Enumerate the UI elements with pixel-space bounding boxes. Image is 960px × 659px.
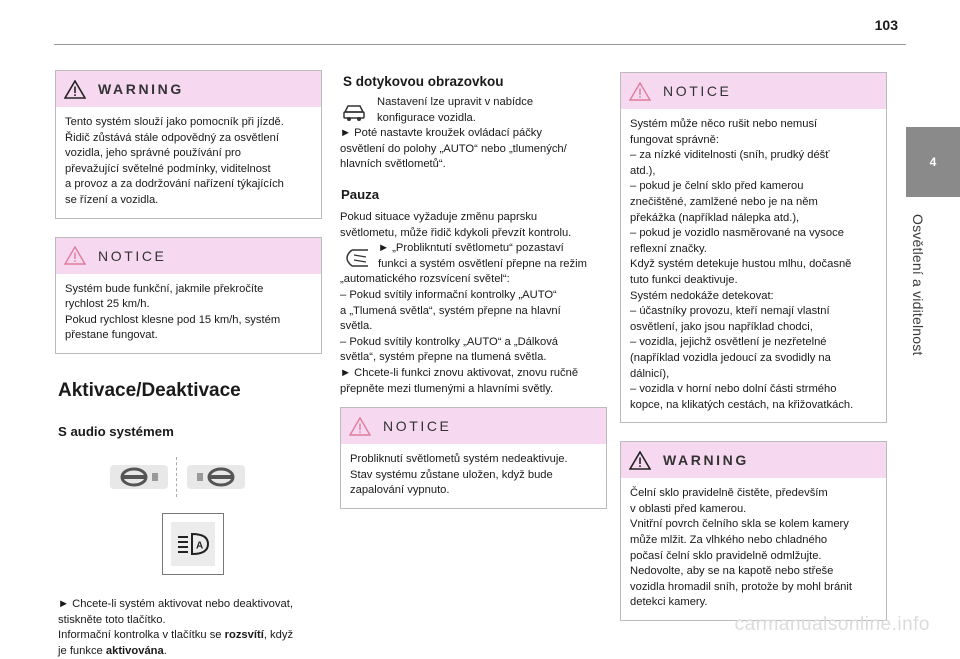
- subsection-heading: S audio systémem: [58, 423, 174, 439]
- header-rule: [54, 44, 906, 45]
- pause-details: [340, 272, 607, 397]
- text-line: – vozidla v horní nebo dolní části strmého: [630, 383, 837, 396]
- chapter-tab: [906, 127, 960, 197]
- text-span: , když: [263, 629, 294, 642]
- warning-header: [621, 442, 886, 478]
- divider: [176, 457, 179, 497]
- activation-instructions: [58, 597, 322, 659]
- bold-term: rozsvítí: [224, 629, 264, 642]
- text-line: Stav systému zůstane uložen, když bude: [350, 468, 553, 481]
- column-3: [620, 72, 887, 639]
- text-line: Pokud rychlost klesne pod 15 km/h, systém: [65, 313, 281, 326]
- warning-text: [56, 107, 321, 218]
- notice-text: [341, 444, 606, 508]
- section-heading: Aktivace/Deaktivace: [58, 379, 241, 401]
- text-line: atd.),: [630, 164, 656, 177]
- warning-triangle-icon: [64, 80, 86, 99]
- text-line: Pokud situace vyžaduje změnu paprsku: [340, 210, 538, 223]
- column-2: [340, 74, 607, 527]
- text-line: ► Poté nastavte kroužek ovládací páčky: [340, 127, 542, 140]
- text-line: v oblasti před kamerou.: [630, 502, 747, 515]
- text-line: osvětlení, jako jsou například chodci,: [630, 320, 813, 333]
- text-span: je funkce: [58, 644, 106, 657]
- warning-label: WARNING: [98, 81, 184, 97]
- touchscreen-heading: S dotykovou obrazovkou: [343, 74, 504, 89]
- text-line: znečištěné, zamlžené nebo je na něm: [630, 195, 818, 208]
- notice-header: [56, 238, 321, 274]
- text-line: se řízení a vozidla.: [65, 193, 159, 206]
- flash-note: [340, 241, 607, 272]
- text-line: Probliknutí světlometů systém nedeaktivuje.: [350, 453, 568, 466]
- notice-box: [340, 407, 607, 509]
- text-line: fungovat správně:: [630, 133, 719, 146]
- svg-text:A: A: [196, 540, 204, 552]
- text-line: Nedovolte, aby se na kapotě nebo střeše: [630, 565, 834, 578]
- notice-label: NOTICE: [663, 83, 732, 99]
- text-line: Tento systém slouží jako pomocník při jízdě.: [65, 116, 284, 128]
- text-line: zapalování vypnuto.: [350, 484, 450, 497]
- text-line: tuto funkci deaktivuje.: [630, 273, 738, 286]
- text-line: může mlžit. Za vlhkého nebo chladného: [630, 534, 828, 547]
- notice-triangle-icon: [64, 246, 86, 265]
- indicator-line-1: [58, 628, 322, 644]
- bold-term: aktivována: [105, 644, 164, 657]
- text-line: reflexní značky.: [630, 242, 707, 255]
- chapter-number: 4: [929, 155, 937, 169]
- text-line: ► Chcete-li systém aktivovat nebo deaktivovat,: [58, 597, 293, 610]
- pause-heading: Pauza: [341, 186, 380, 202]
- indicator-line-2: [58, 644, 322, 659]
- text-line: rychlost 25 km/h.: [65, 298, 150, 311]
- vehicle-settings-icon: [341, 98, 367, 124]
- text-line: konfigurace vozidla.: [377, 111, 476, 124]
- warning-label: WARNING: [663, 452, 749, 469]
- pause-intro: [340, 210, 607, 241]
- text-line: – Pokud svítily informační kontrolky „AUTO“: [340, 288, 557, 301]
- text-line: funkci a systém osvětlení přepne na režim: [378, 257, 587, 270]
- text-span: Informační kontrolka v tlačítku se: [58, 629, 225, 642]
- auto-headlight-button-illustration: [162, 513, 224, 575]
- notice-text: [56, 274, 321, 353]
- text-line: ► Chcete-li funkci znovu aktivovat, znovu ručně: [340, 366, 579, 379]
- text-line: osvětlení do polohy „AUTO“ nebo „tlumených/: [340, 142, 567, 155]
- warning-header: [56, 71, 321, 107]
- warning-box: [55, 70, 322, 219]
- text-line: přestane fungovat.: [65, 329, 158, 342]
- notice-triangle-icon: [349, 417, 371, 436]
- text-line: „automatického rozsvícení světel“:: [340, 273, 510, 286]
- text-line: hlavních světlometů“.: [340, 158, 446, 171]
- text-line: světlometu, může řidič kdykoli převzít kontrolu.: [340, 226, 572, 239]
- text-line: detekci kamery.: [630, 596, 708, 609]
- warning-triangle-icon: [629, 451, 651, 470]
- notice-header: [341, 408, 606, 444]
- text-line: dálnicí),: [630, 367, 670, 380]
- notice-box: [55, 237, 322, 354]
- text-line: – pokud je čelní sklo před kamerou: [630, 180, 804, 193]
- text-line: – vozidla, jejichž osvětlení je nezřetelné: [630, 336, 827, 349]
- notice-text: [621, 109, 886, 422]
- chapter-title: Osvětlení a viditelnost: [910, 214, 926, 356]
- watermark: carmanualsonline.info: [734, 614, 930, 635]
- text-line: Systém bude funkční, jakmile překročíte: [65, 282, 264, 295]
- text-line: překážka (například nálepka atd.),: [630, 211, 800, 224]
- text-line: světla.: [340, 320, 373, 333]
- notice-label: NOTICE: [383, 418, 452, 435]
- steering-wheel-left-icon: [110, 459, 168, 495]
- steering-wheel-right-icon: [187, 459, 245, 495]
- text-span: .: [163, 644, 167, 657]
- warning-box: [620, 441, 887, 621]
- notice-label: NOTICE: [98, 247, 167, 264]
- text-line: ► „Problikntutí světlometu“ pozastaví: [378, 242, 564, 255]
- text-line: stiskněte toto tlačítko.: [58, 613, 166, 626]
- headlamp-flash-icon: [340, 246, 370, 270]
- text-line: vozidla hromadil sníh, protože by mohl bránit: [630, 580, 852, 593]
- notice-triangle-icon: [629, 82, 651, 101]
- notice-box: [620, 72, 887, 423]
- text-line: Řidič zůstává stále odpovědný za osvětlení: [65, 131, 279, 144]
- text-line: Vnitřní povrch čelního skla se kolem kamery: [630, 518, 849, 531]
- text-line: – pokud je vozidlo nasměrované na vysoce: [630, 227, 844, 240]
- auto-headlamp-icon: [176, 531, 210, 557]
- warning-text: [621, 478, 886, 620]
- text-line: Čelní sklo pravidelně čistěte, především: [630, 487, 828, 500]
- text-line: přepněte mezi tlumenými a hlavními světly.: [340, 382, 554, 395]
- text-line: – za nízké viditelnosti (sníh, prudký déšť: [630, 149, 830, 162]
- text-line: kopce, na klikatých cestách, na křižovatkách.: [630, 398, 854, 411]
- text-line: – Pokud svítily kontrolky „AUTO“ a „Dálková: [340, 335, 559, 348]
- text-line: počasí čelní sklo pravidelně odmlžujte.: [630, 549, 822, 562]
- text-line: – účastníky provozu, kteří nemají vlastní: [630, 305, 830, 318]
- page-number: 103: [874, 17, 898, 33]
- notice-header: [621, 73, 886, 109]
- touchscreen-note: [340, 95, 607, 126]
- text-line: a provoz a za dodržování nařízení týkajících: [65, 178, 284, 191]
- touchscreen-instructions: [340, 126, 607, 173]
- text-line: vozidla, jeho správné používání pro: [65, 147, 242, 160]
- text-line: převažující světelné podmínky, viditelnost: [65, 162, 271, 175]
- text-line: Když systém detekuje hustou mlhu, dočasně: [630, 258, 852, 271]
- text-line: (například vozidla jedoucí za svodidly na: [630, 351, 831, 364]
- column-1: [55, 70, 322, 659]
- text-line: Systém může něco rušit nebo nemusí: [630, 118, 818, 130]
- text-line: a „Tlumená světla“, systém přepne na hlavní: [340, 304, 561, 317]
- text-line: Nastavení lze upravit v nabídce: [377, 96, 534, 108]
- text-line: světla“, systém přepne na tlumená světla.: [340, 351, 547, 364]
- steering-wheels-illustration: [110, 457, 322, 497]
- text-line: Systém nedokáže detekovat:: [630, 289, 774, 302]
